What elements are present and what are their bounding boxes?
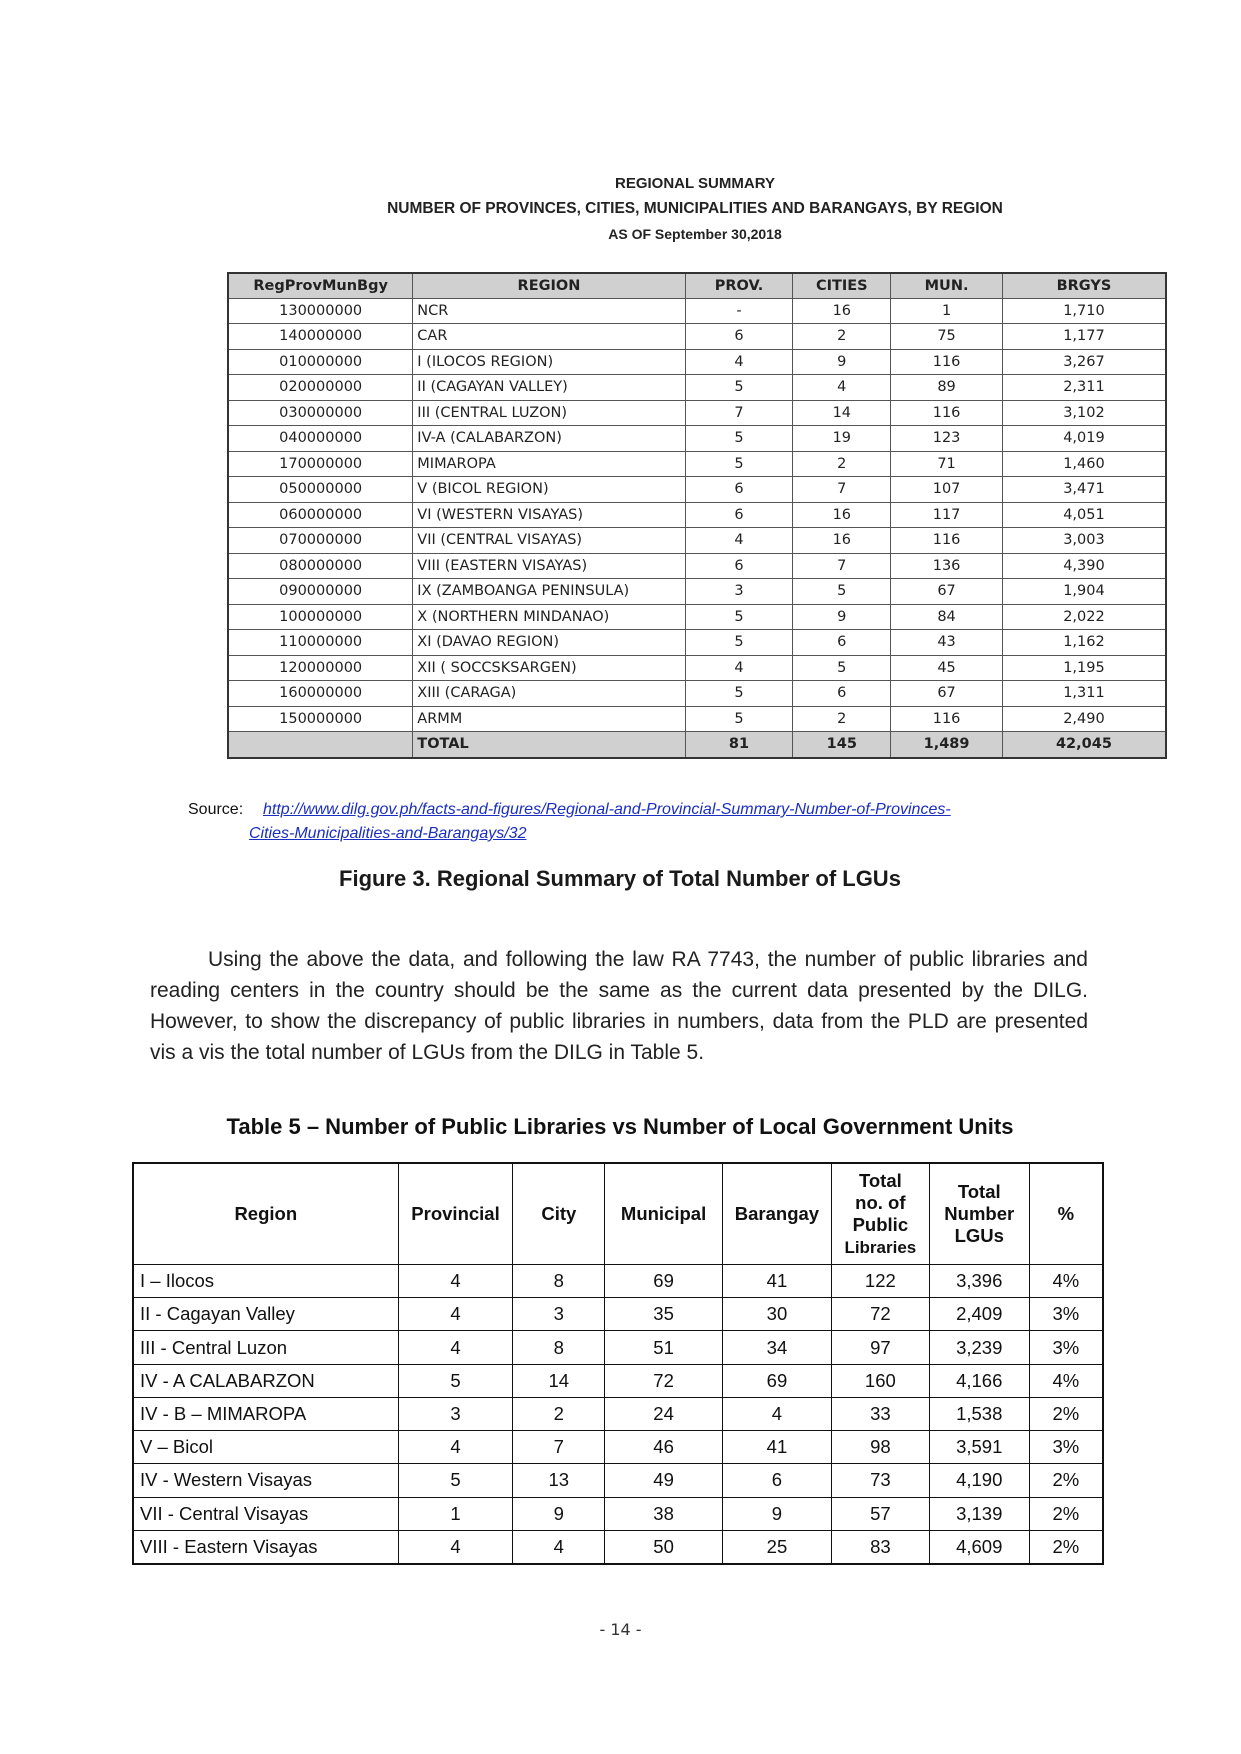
cell-prov: 6 xyxy=(685,324,793,349)
cell-code: 080000000 xyxy=(228,553,413,578)
page-number: - 14 - xyxy=(599,1620,642,1639)
cell-prov: 7 xyxy=(685,400,793,425)
table-row xyxy=(228,604,1166,629)
cell-cities: 16 xyxy=(793,502,891,527)
cell-region: I – Ilocos xyxy=(133,1265,398,1298)
cell-region: VIII - Eastern Visayas xyxy=(133,1530,398,1564)
cell-code: 140000000 xyxy=(228,324,413,349)
cell-cities: 2 xyxy=(793,324,891,349)
cell-region: V (BICOL REGION) xyxy=(413,477,685,502)
cell-code: 010000000 xyxy=(228,349,413,374)
cell-cities: 16 xyxy=(793,528,891,553)
cell-city: 3 xyxy=(513,1298,605,1331)
header-total-libraries-line-1: Total xyxy=(858,1169,902,1191)
cell-cities: 6 xyxy=(793,630,891,655)
cell-mun: 116 xyxy=(891,706,1003,731)
table-row xyxy=(133,1331,1103,1364)
body-paragraph: Using the above the data, and following the law RA 7743, the number of public libraries and reading centers in the country should be the same as the current data presented by the DILG. However, to show the discrepancy of public libraries in numbers, data from the PLD are presented vis a vis the total number of LGUs from the DILG in Table 5. xyxy=(150,948,1088,1064)
table-row xyxy=(228,579,1166,604)
header-total-lgus-line-1: Total xyxy=(957,1180,1001,1202)
cell-percent: 3% xyxy=(1029,1331,1103,1364)
cell-prov: 5 xyxy=(685,426,793,451)
cell-total-lgus: 4,190 xyxy=(929,1464,1029,1497)
cell-mun: 116 xyxy=(891,400,1003,425)
cell-total-libraries: 33 xyxy=(831,1397,929,1430)
cell-region: NCR xyxy=(413,299,685,324)
cell-mun: 123 xyxy=(891,426,1003,451)
cell-mun: 116 xyxy=(891,349,1003,374)
table-row xyxy=(228,477,1166,502)
table-row xyxy=(133,1397,1103,1430)
cell-provincial: 5 xyxy=(398,1464,513,1497)
total-mun: 1,489 xyxy=(891,732,1003,758)
cell-region: IV - B – MIMAROPA xyxy=(133,1397,398,1430)
cell-municipal: 51 xyxy=(605,1331,723,1364)
source-link[interactable] xyxy=(249,798,1108,846)
cell-cities: 14 xyxy=(793,400,891,425)
cell-region: VII - Central Visayas xyxy=(133,1497,398,1530)
regional-summary-table xyxy=(227,272,1167,759)
table-row xyxy=(228,630,1166,655)
header-barangay: Barangay xyxy=(723,1163,832,1265)
cell-prov: 5 xyxy=(685,375,793,400)
cell-provincial: 4 xyxy=(398,1265,513,1298)
table-row xyxy=(133,1530,1103,1564)
cell-prov: 5 xyxy=(685,451,793,476)
cell-barangay: 6 xyxy=(723,1464,832,1497)
cell-total-libraries: 98 xyxy=(831,1431,929,1464)
total-code xyxy=(228,732,413,758)
header-code: RegProvMunBgy xyxy=(228,273,413,299)
table-row xyxy=(133,1497,1103,1530)
header-mun: MUN. xyxy=(891,273,1003,299)
table5-header-row xyxy=(133,1163,1103,1265)
cell-municipal: 50 xyxy=(605,1530,723,1564)
cell-barangay: 69 xyxy=(723,1364,832,1397)
cell-mun: 84 xyxy=(891,604,1003,629)
cell-cities: 9 xyxy=(793,604,891,629)
cell-mun: 89 xyxy=(891,375,1003,400)
cell-brgys: 3,267 xyxy=(1002,349,1166,374)
cell-code: 070000000 xyxy=(228,528,413,553)
summary-subtitle: NUMBER OF PROVINCES, CITIES, MUNICIPALITIES AND BARANGAYS, BY REGION xyxy=(387,200,1003,217)
cell-provincial: 1 xyxy=(398,1497,513,1530)
cell-municipal: 49 xyxy=(605,1464,723,1497)
cell-city: 13 xyxy=(513,1464,605,1497)
cell-prov: 4 xyxy=(685,349,793,374)
cell-brgys: 2,311 xyxy=(1002,375,1166,400)
cell-mun: 107 xyxy=(891,477,1003,502)
cell-region: VI (WESTERN VISAYAS) xyxy=(413,502,685,527)
cell-cities: 7 xyxy=(793,553,891,578)
cell-barangay: 34 xyxy=(723,1331,832,1364)
table-row xyxy=(133,1431,1103,1464)
table-row xyxy=(133,1464,1103,1497)
header-total-libraries-line-3: Public xyxy=(852,1213,909,1235)
cell-code: 090000000 xyxy=(228,579,413,604)
cell-city: 9 xyxy=(513,1497,605,1530)
cell-cities: 7 xyxy=(793,477,891,502)
cell-percent: 4% xyxy=(1029,1364,1103,1397)
cell-region: IV - A CALABARZON xyxy=(133,1364,398,1397)
cell-cities: 2 xyxy=(793,451,891,476)
table5-caption: Table 5 – Number of Public Libraries vs Number of Local Government Units xyxy=(226,1114,1014,1139)
cell-brgys: 3,003 xyxy=(1002,528,1166,553)
table-row xyxy=(228,426,1166,451)
summary-title: REGIONAL SUMMARY xyxy=(614,175,775,192)
cell-municipal: 69 xyxy=(605,1265,723,1298)
table-row xyxy=(228,553,1166,578)
cell-city: 14 xyxy=(513,1364,605,1397)
cell-barangay: 41 xyxy=(723,1431,832,1464)
header-provincial: Provincial xyxy=(398,1163,513,1265)
cell-region: V – Bicol xyxy=(133,1431,398,1464)
cell-brgys: 1,162 xyxy=(1002,630,1166,655)
cell-percent: 2% xyxy=(1029,1497,1103,1530)
table-row xyxy=(228,655,1166,680)
cell-region: MIMAROPA xyxy=(413,451,685,476)
cell-brgys: 4,019 xyxy=(1002,426,1166,451)
cell-cities: 4 xyxy=(793,375,891,400)
cell-brgys: 2,490 xyxy=(1002,706,1166,731)
table-row xyxy=(133,1298,1103,1331)
header-city: City xyxy=(513,1163,605,1265)
cell-percent: 3% xyxy=(1029,1431,1103,1464)
cell-municipal: 46 xyxy=(605,1431,723,1464)
cell-mun: 116 xyxy=(891,528,1003,553)
cell-total-lgus: 3,396 xyxy=(929,1265,1029,1298)
cell-region: XI (DAVAO REGION) xyxy=(413,630,685,655)
cell-barangay: 41 xyxy=(723,1265,832,1298)
cell-code: 100000000 xyxy=(228,604,413,629)
cell-mun: 43 xyxy=(891,630,1003,655)
header-percent: % xyxy=(1029,1163,1103,1265)
cell-mun: 1 xyxy=(891,299,1003,324)
cell-mun: 71 xyxy=(891,451,1003,476)
table-row xyxy=(133,1364,1103,1397)
cell-mun: 136 xyxy=(891,553,1003,578)
header-total-libraries-line-2: no. of xyxy=(855,1191,906,1213)
cell-prov: 4 xyxy=(685,528,793,553)
cell-total-lgus: 1,538 xyxy=(929,1397,1029,1430)
cell-percent: 2% xyxy=(1029,1530,1103,1564)
cell-code: 120000000 xyxy=(228,655,413,680)
header-brgys: BRGYS xyxy=(1002,273,1166,299)
cell-brgys: 1,177 xyxy=(1002,324,1166,349)
cell-region: XII ( SOCCSKSARGEN) xyxy=(413,655,685,680)
cell-municipal: 35 xyxy=(605,1298,723,1331)
cell-mun: 67 xyxy=(891,579,1003,604)
cell-region: IX (ZAMBOANGA PENINSULA) xyxy=(413,579,685,604)
cell-cities: 9 xyxy=(793,349,891,374)
cell-cities: 5 xyxy=(793,655,891,680)
header-prov: PROV. xyxy=(685,273,793,299)
cell-prov: 5 xyxy=(685,604,793,629)
cell-region: IV - Western Visayas xyxy=(133,1464,398,1497)
cell-percent: 4% xyxy=(1029,1265,1103,1298)
cell-brgys: 3,102 xyxy=(1002,400,1166,425)
cell-code: 110000000 xyxy=(228,630,413,655)
cell-brgys: 4,051 xyxy=(1002,502,1166,527)
cell-region: III (CENTRAL LUZON) xyxy=(413,400,685,425)
cell-region: VII (CENTRAL VISAYAS) xyxy=(413,528,685,553)
cell-barangay: 9 xyxy=(723,1497,832,1530)
cell-region: III - Central Luzon xyxy=(133,1331,398,1364)
table-row xyxy=(228,502,1166,527)
cell-code: 030000000 xyxy=(228,400,413,425)
cell-provincial: 4 xyxy=(398,1431,513,1464)
cell-percent: 3% xyxy=(1029,1298,1103,1331)
cell-city: 8 xyxy=(513,1265,605,1298)
cell-total-lgus: 3,591 xyxy=(929,1431,1029,1464)
cell-cities: 16 xyxy=(793,299,891,324)
cell-brgys: 2,022 xyxy=(1002,604,1166,629)
cell-percent: 2% xyxy=(1029,1464,1103,1497)
header-total-lgus-line-2: Number xyxy=(944,1202,1015,1224)
cell-prov: 4 xyxy=(685,655,793,680)
cell-total-lgus: 4,609 xyxy=(929,1530,1029,1564)
cell-brgys: 1,460 xyxy=(1002,451,1166,476)
cell-total-libraries: 73 xyxy=(831,1464,929,1497)
cell-total-lgus: 3,239 xyxy=(929,1331,1029,1364)
table-row xyxy=(228,400,1166,425)
cell-code: 130000000 xyxy=(228,299,413,324)
total-row xyxy=(228,732,1166,758)
cell-city: 8 xyxy=(513,1331,605,1364)
cell-prov: 5 xyxy=(685,706,793,731)
table-row xyxy=(228,349,1166,374)
table-row xyxy=(228,528,1166,553)
cell-code: 060000000 xyxy=(228,502,413,527)
cell-prov: 3 xyxy=(685,579,793,604)
cell-total-libraries: 57 xyxy=(831,1497,929,1530)
cell-total-libraries: 97 xyxy=(831,1331,929,1364)
cell-mun: 67 xyxy=(891,681,1003,706)
cell-brgys: 1,904 xyxy=(1002,579,1166,604)
cell-brgys: 1,311 xyxy=(1002,681,1166,706)
cell-provincial: 4 xyxy=(398,1331,513,1364)
cell-provincial: 4 xyxy=(398,1298,513,1331)
cell-region: I (ILOCOS REGION) xyxy=(413,349,685,374)
cell-brgys: 1,710 xyxy=(1002,299,1166,324)
cell-brgys: 1,195 xyxy=(1002,655,1166,680)
cell-total-lgus: 3,139 xyxy=(929,1497,1029,1530)
cell-mun: 117 xyxy=(891,502,1003,527)
cell-prov: 6 xyxy=(685,502,793,527)
cell-region: II (CAGAYAN VALLEY) xyxy=(413,375,685,400)
cell-prov: 6 xyxy=(685,553,793,578)
cell-total-lgus: 4,166 xyxy=(929,1364,1029,1397)
cell-percent: 2% xyxy=(1029,1397,1103,1430)
header-municipal: Municipal xyxy=(605,1163,723,1265)
source-url-line-1: http://www.dilg.gov.ph/facts-and-figures/Regional-and-Provincial-Summary-Number-of-Provinces- xyxy=(263,801,951,818)
cell-brgys: 3,471 xyxy=(1002,477,1166,502)
cell-municipal: 38 xyxy=(605,1497,723,1530)
header-region: Region xyxy=(133,1163,398,1265)
cell-barangay: 4 xyxy=(723,1397,832,1430)
figure-caption: Figure 3. Regional Summary of Total Number of LGUs xyxy=(339,866,901,891)
cell-region: CAR xyxy=(413,324,685,349)
cell-region: X (NORTHERN MINDANAO) xyxy=(413,604,685,629)
cell-total-libraries: 72 xyxy=(831,1298,929,1331)
header-total-lgus xyxy=(929,1163,1029,1265)
header-total-lgus-line-3: LGUs xyxy=(954,1225,1004,1247)
cell-prov: 5 xyxy=(685,630,793,655)
cell-region: II - Cagayan Valley xyxy=(133,1298,398,1331)
header-cities: CITIES xyxy=(793,273,891,299)
cell-mun: 45 xyxy=(891,655,1003,680)
cell-provincial: 3 xyxy=(398,1397,513,1430)
cell-code: 170000000 xyxy=(228,451,413,476)
cell-region: VIII (EASTERN VISAYAS) xyxy=(413,553,685,578)
cell-region: XIII (CARAGA) xyxy=(413,681,685,706)
source-url-line-2: Cities-Municipalities-and-Barangays/32 xyxy=(249,825,527,842)
table-row xyxy=(228,299,1166,324)
cell-barangay: 30 xyxy=(723,1298,832,1331)
cell-city: 2 xyxy=(513,1397,605,1430)
cell-code: 160000000 xyxy=(228,681,413,706)
cell-cities: 5 xyxy=(793,579,891,604)
cell-cities: 6 xyxy=(793,681,891,706)
cell-region: IV-A (CALABARZON) xyxy=(413,426,685,451)
cell-cities: 2 xyxy=(793,706,891,731)
total-region: TOTAL xyxy=(413,732,685,758)
cell-code: 020000000 xyxy=(228,375,413,400)
header-region: REGION xyxy=(413,273,685,299)
source-label: Source: xyxy=(188,801,244,818)
cell-prov: - xyxy=(685,299,793,324)
cell-city: 7 xyxy=(513,1431,605,1464)
table-row xyxy=(228,375,1166,400)
cell-cities: 19 xyxy=(793,426,891,451)
table-row xyxy=(228,324,1166,349)
header-total-libraries xyxy=(831,1163,929,1265)
cell-total-lgus: 2,409 xyxy=(929,1298,1029,1331)
summary-header-row xyxy=(228,273,1166,299)
total-cities: 145 xyxy=(793,732,891,758)
cell-code: 150000000 xyxy=(228,706,413,731)
cell-prov: 5 xyxy=(685,681,793,706)
total-prov: 81 xyxy=(685,732,793,758)
cell-barangay: 25 xyxy=(723,1530,832,1564)
cell-municipal: 24 xyxy=(605,1397,723,1430)
header-total-libraries-line-4: Libraries xyxy=(844,1238,917,1258)
table-row xyxy=(228,681,1166,706)
cell-municipal: 72 xyxy=(605,1364,723,1397)
cell-brgys: 4,390 xyxy=(1002,553,1166,578)
summary-date: AS OF September 30,2018 xyxy=(608,226,782,242)
cell-provincial: 4 xyxy=(398,1530,513,1564)
table-row xyxy=(228,451,1166,476)
cell-code: 050000000 xyxy=(228,477,413,502)
total-brgys: 42,045 xyxy=(1002,732,1166,758)
cell-total-libraries: 122 xyxy=(831,1265,929,1298)
cell-total-libraries: 83 xyxy=(831,1530,929,1564)
cell-total-libraries: 160 xyxy=(831,1364,929,1397)
cell-code: 040000000 xyxy=(228,426,413,451)
cell-mun: 75 xyxy=(891,324,1003,349)
table-row xyxy=(133,1265,1103,1298)
public-libraries-table xyxy=(132,1162,1104,1565)
cell-prov: 6 xyxy=(685,477,793,502)
cell-city: 4 xyxy=(513,1530,605,1564)
cell-region: ARMM xyxy=(413,706,685,731)
table-row xyxy=(228,706,1166,731)
cell-provincial: 5 xyxy=(398,1364,513,1397)
